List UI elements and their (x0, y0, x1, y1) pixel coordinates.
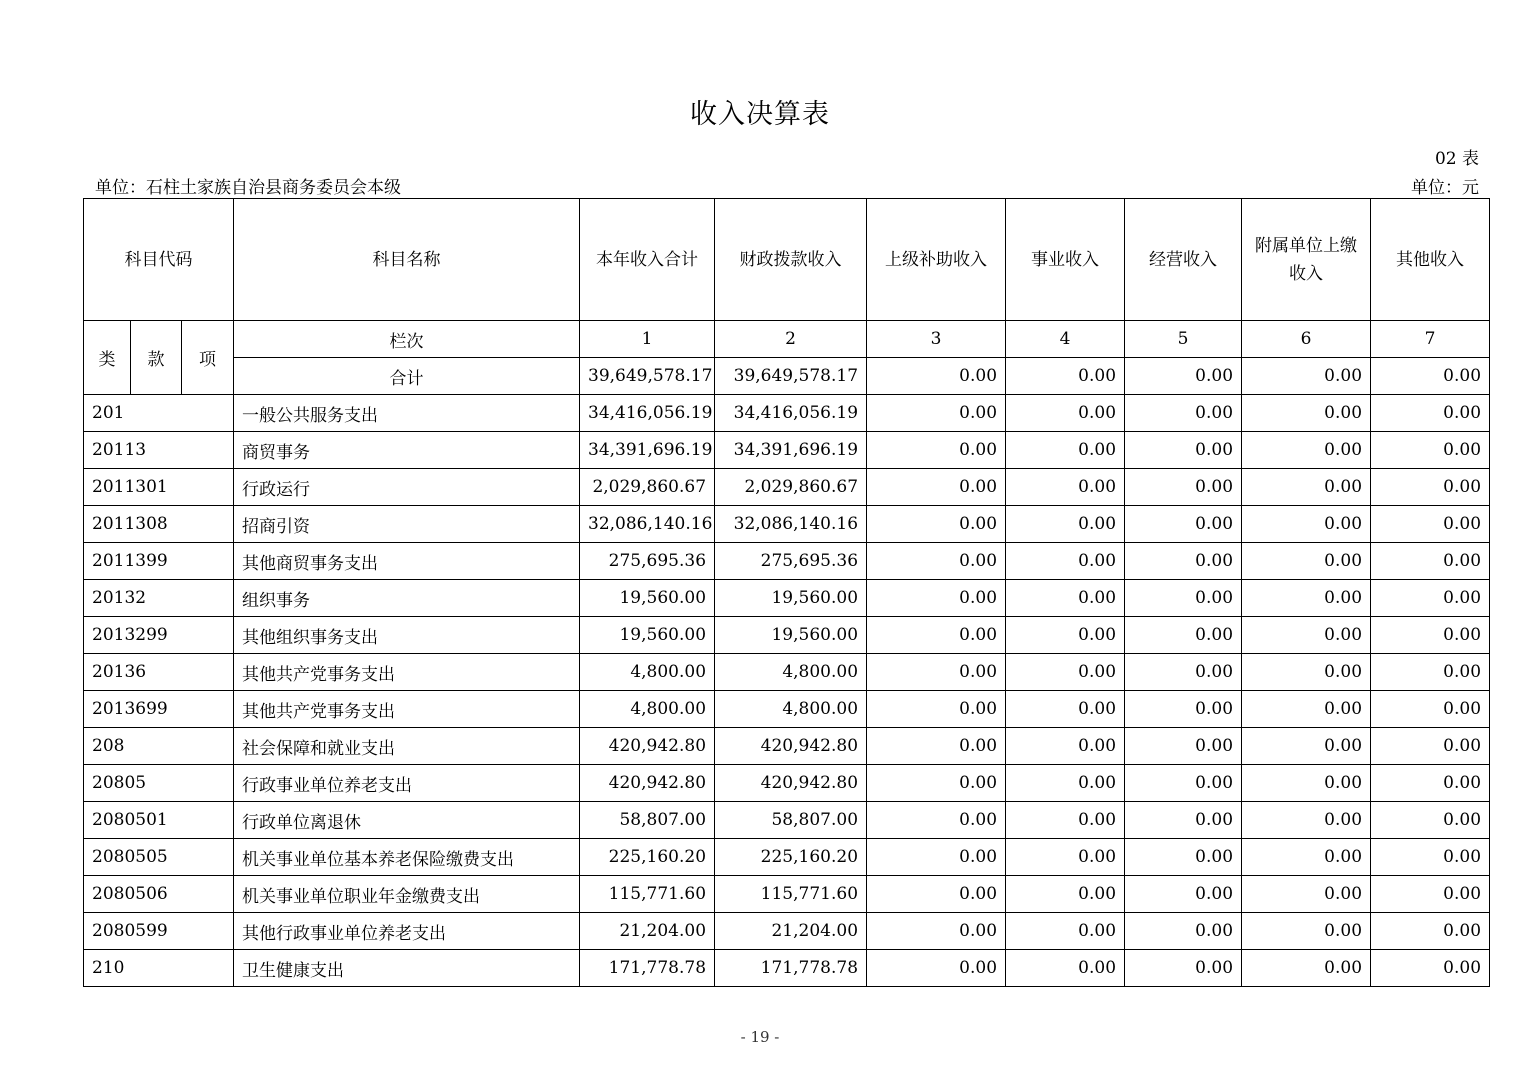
row-code: 2011308 (84, 506, 234, 543)
row-code: 20113 (84, 432, 234, 469)
row-value: 0.00 (1125, 506, 1242, 543)
row-value: 32,086,140.16 (715, 506, 867, 543)
table-row (84, 654, 1490, 691)
row-value: 225,160.20 (580, 839, 715, 876)
row-value: 0.00 (1371, 913, 1490, 950)
row-name: 机关事业单位职业年金缴费支出 (234, 876, 580, 913)
row-value: 0.00 (1006, 802, 1125, 839)
row-value: 0.00 (1371, 469, 1490, 506)
header-row (84, 199, 1490, 321)
row-value: 0.00 (867, 839, 1006, 876)
row-code: 2080505 (84, 839, 234, 876)
row-value: 0.00 (1371, 654, 1490, 691)
row-value: 0.00 (1242, 543, 1371, 580)
row-value: 4,800.00 (580, 691, 715, 728)
row-value: 0.00 (1006, 432, 1125, 469)
col-number: 4 (1006, 321, 1125, 358)
table-row (84, 691, 1490, 728)
row-code: 208 (84, 728, 234, 765)
row-code: 2080599 (84, 913, 234, 950)
row-value: 0.00 (1371, 765, 1490, 802)
total-value: 0.00 (867, 358, 1006, 395)
row-value: 0.00 (1371, 691, 1490, 728)
row-code: 2080501 (84, 802, 234, 839)
row-value: 0.00 (1242, 691, 1371, 728)
row-value: 0.00 (1125, 728, 1242, 765)
row-value: 0.00 (867, 395, 1006, 432)
row-value: 0.00 (1006, 506, 1125, 543)
row-value: 0.00 (867, 802, 1006, 839)
row-value: 21,204.00 (715, 913, 867, 950)
row-value: 0.00 (1242, 728, 1371, 765)
header-business: 事业收入 (1006, 199, 1125, 321)
row-value: 0.00 (1371, 802, 1490, 839)
header-kuan: 款 (131, 321, 182, 395)
row-value: 0.00 (1006, 543, 1125, 580)
row-value: 0.00 (1242, 469, 1371, 506)
row-value: 34,416,056.19 (580, 395, 715, 432)
row-value: 19,560.00 (715, 617, 867, 654)
table-row (84, 913, 1490, 950)
row-value: 0.00 (867, 543, 1006, 580)
row-value: 34,416,056.19 (715, 395, 867, 432)
row-name: 招商引资 (234, 506, 580, 543)
row-value: 0.00 (1006, 950, 1125, 987)
row-value: 0.00 (1125, 580, 1242, 617)
row-name: 组织事务 (234, 580, 580, 617)
table-row (84, 765, 1490, 802)
row-name: 一般公共服务支出 (234, 395, 580, 432)
row-code: 2013699 (84, 691, 234, 728)
row-value: 0.00 (1125, 395, 1242, 432)
row-value: 0.00 (1125, 654, 1242, 691)
row-name: 其他共产党事务支出 (234, 654, 580, 691)
row-value: 19,560.00 (580, 617, 715, 654)
row-value: 0.00 (1242, 506, 1371, 543)
row-value: 0.00 (1125, 876, 1242, 913)
row-value: 0.00 (867, 654, 1006, 691)
row-value: 0.00 (1125, 543, 1242, 580)
total-value: 0.00 (1371, 358, 1490, 395)
row-value: 0.00 (1371, 728, 1490, 765)
row-name: 社会保障和就业支出 (234, 728, 580, 765)
table-row (84, 580, 1490, 617)
row-value: 0.00 (1242, 395, 1371, 432)
page-number: - 19 - (740, 1028, 780, 1046)
total-value: 0.00 (1006, 358, 1125, 395)
col-number: 5 (1125, 321, 1242, 358)
row-value: 0.00 (1125, 839, 1242, 876)
row-value: 0.00 (1006, 839, 1125, 876)
row-value: 0.00 (867, 913, 1006, 950)
total-value: 0.00 (1242, 358, 1371, 395)
row-value: 0.00 (1371, 432, 1490, 469)
row-value: 4,800.00 (580, 654, 715, 691)
row-value: 0.00 (1371, 950, 1490, 987)
row-code: 2011301 (84, 469, 234, 506)
row-value: 0.00 (867, 617, 1006, 654)
row-name: 其他组织事务支出 (234, 617, 580, 654)
header-fiscal: 财政拨款收入 (715, 199, 867, 321)
row-value: 420,942.80 (580, 728, 715, 765)
row-value: 0.00 (867, 691, 1006, 728)
row-code: 20132 (84, 580, 234, 617)
row-value: 19,560.00 (580, 580, 715, 617)
row-value: 0.00 (1125, 432, 1242, 469)
col-number: 2 (715, 321, 867, 358)
row-value: 0.00 (1242, 432, 1371, 469)
total-row (84, 358, 1490, 395)
header-lei: 类 (84, 321, 131, 395)
row-value: 0.00 (1242, 765, 1371, 802)
row-name: 其他商贸事务支出 (234, 543, 580, 580)
row-value: 0.00 (1125, 617, 1242, 654)
row-value: 420,942.80 (715, 728, 867, 765)
row-code: 2011399 (84, 543, 234, 580)
header-total: 本年收入合计 (580, 199, 715, 321)
row-name: 行政事业单位养老支出 (234, 765, 580, 802)
row-value: 0.00 (1371, 876, 1490, 913)
row-value: 0.00 (1006, 765, 1125, 802)
row-value: 171,778.78 (580, 950, 715, 987)
row-value: 0.00 (1006, 654, 1125, 691)
total-label: 合计 (234, 358, 580, 395)
row-value: 0.00 (1371, 580, 1490, 617)
row-value: 0.00 (1242, 950, 1371, 987)
col-number: 7 (1371, 321, 1490, 358)
row-value: 0.00 (867, 432, 1006, 469)
row-value: 115,771.60 (715, 876, 867, 913)
table-row (84, 802, 1490, 839)
row-value: 58,807.00 (580, 802, 715, 839)
row-name: 行政运行 (234, 469, 580, 506)
col-number: 6 (1242, 321, 1371, 358)
table-row (84, 506, 1490, 543)
row-value: 0.00 (1125, 802, 1242, 839)
table-row (84, 617, 1490, 654)
row-value: 0.00 (867, 728, 1006, 765)
row-code: 210 (84, 950, 234, 987)
row-value: 0.00 (1006, 691, 1125, 728)
unit-organization: 单位：石柱土家族自治县商务委员会本级 (95, 178, 401, 198)
header-code: 科目代码 (84, 199, 234, 321)
total-value: 39,649,578.17 (580, 358, 715, 395)
table-row (84, 950, 1490, 987)
row-value: 4,800.00 (715, 691, 867, 728)
table-row (84, 876, 1490, 913)
row-value: 0.00 (1006, 469, 1125, 506)
form-number: 02 表 (1434, 149, 1479, 169)
row-value: 34,391,696.19 (715, 432, 867, 469)
row-name: 其他行政事业单位养老支出 (234, 913, 580, 950)
row-value: 32,086,140.16 (580, 506, 715, 543)
table-row (84, 395, 1490, 432)
row-value: 21,204.00 (580, 913, 715, 950)
row-value: 0.00 (1006, 617, 1125, 654)
row-value: 275,695.36 (715, 543, 867, 580)
row-value: 115,771.60 (580, 876, 715, 913)
row-value: 2,029,860.67 (715, 469, 867, 506)
row-name: 机关事业单位基本养老保险缴费支出 (234, 839, 580, 876)
table-row (84, 839, 1490, 876)
row-value: 0.00 (1242, 839, 1371, 876)
row-value: 420,942.80 (715, 765, 867, 802)
header-name: 科目名称 (234, 199, 580, 321)
column-number-row (84, 321, 1490, 358)
row-value: 0.00 (1242, 802, 1371, 839)
row-value: 0.00 (1006, 395, 1125, 432)
row-value: 420,942.80 (580, 765, 715, 802)
row-code: 20136 (84, 654, 234, 691)
row-value: 58,807.00 (715, 802, 867, 839)
row-value: 0.00 (1371, 839, 1490, 876)
row-code: 201 (84, 395, 234, 432)
row-value: 0.00 (1006, 728, 1125, 765)
row-value: 34,391,696.19 (580, 432, 715, 469)
row-value: 0.00 (1242, 876, 1371, 913)
row-value: 0.00 (1371, 506, 1490, 543)
row-value: 0.00 (1242, 654, 1371, 691)
row-value: 0.00 (1242, 580, 1371, 617)
table-row (84, 432, 1490, 469)
row-name: 商贸事务 (234, 432, 580, 469)
income-report-table (83, 198, 1490, 987)
unit-currency: 单位：元 (1411, 178, 1479, 198)
row-value: 275,695.36 (580, 543, 715, 580)
row-value: 0.00 (1125, 913, 1242, 950)
row-value: 0.00 (1371, 543, 1490, 580)
row-value: 0.00 (867, 580, 1006, 617)
total-value: 39,649,578.17 (715, 358, 867, 395)
table-row (84, 469, 1490, 506)
row-name: 行政单位离退休 (234, 802, 580, 839)
row-value: 0.00 (1125, 691, 1242, 728)
header-operating: 经营收入 (1125, 199, 1242, 321)
row-value: 4,800.00 (715, 654, 867, 691)
table-row (84, 543, 1490, 580)
row-value: 0.00 (1371, 395, 1490, 432)
total-value: 0.00 (1125, 358, 1242, 395)
row-value: 0.00 (1371, 617, 1490, 654)
header-xiang: 项 (182, 321, 234, 395)
row-value: 0.00 (867, 950, 1006, 987)
row-name: 其他共产党事务支出 (234, 691, 580, 728)
row-value: 19,560.00 (715, 580, 867, 617)
row-value: 0.00 (867, 765, 1006, 802)
header-affiliated: 附属单位上缴收入 (1242, 199, 1371, 321)
row-value: 0.00 (1006, 876, 1125, 913)
row-code: 20805 (84, 765, 234, 802)
row-value: 0.00 (867, 876, 1006, 913)
col-number: 3 (867, 321, 1006, 358)
page-title: 收入决算表 (690, 99, 830, 130)
row-value: 0.00 (1125, 950, 1242, 987)
row-value: 0.00 (1006, 580, 1125, 617)
table-row (84, 728, 1490, 765)
row-value: 0.00 (867, 506, 1006, 543)
row-value: 225,160.20 (715, 839, 867, 876)
row-value: 0.00 (1125, 469, 1242, 506)
row-value: 0.00 (1242, 913, 1371, 950)
row-name: 卫生健康支出 (234, 950, 580, 987)
header-superior: 上级补助收入 (867, 199, 1006, 321)
row-code: 2080506 (84, 876, 234, 913)
row-value: 0.00 (1125, 765, 1242, 802)
col-number: 1 (580, 321, 715, 358)
row-value: 0.00 (867, 469, 1006, 506)
row-value: 0.00 (1006, 913, 1125, 950)
header-lanci: 栏次 (234, 321, 580, 358)
row-value: 2,029,860.67 (580, 469, 715, 506)
row-value: 171,778.78 (715, 950, 867, 987)
row-value: 0.00 (1242, 617, 1371, 654)
row-code: 2013299 (84, 617, 234, 654)
header-other: 其他收入 (1371, 199, 1490, 321)
